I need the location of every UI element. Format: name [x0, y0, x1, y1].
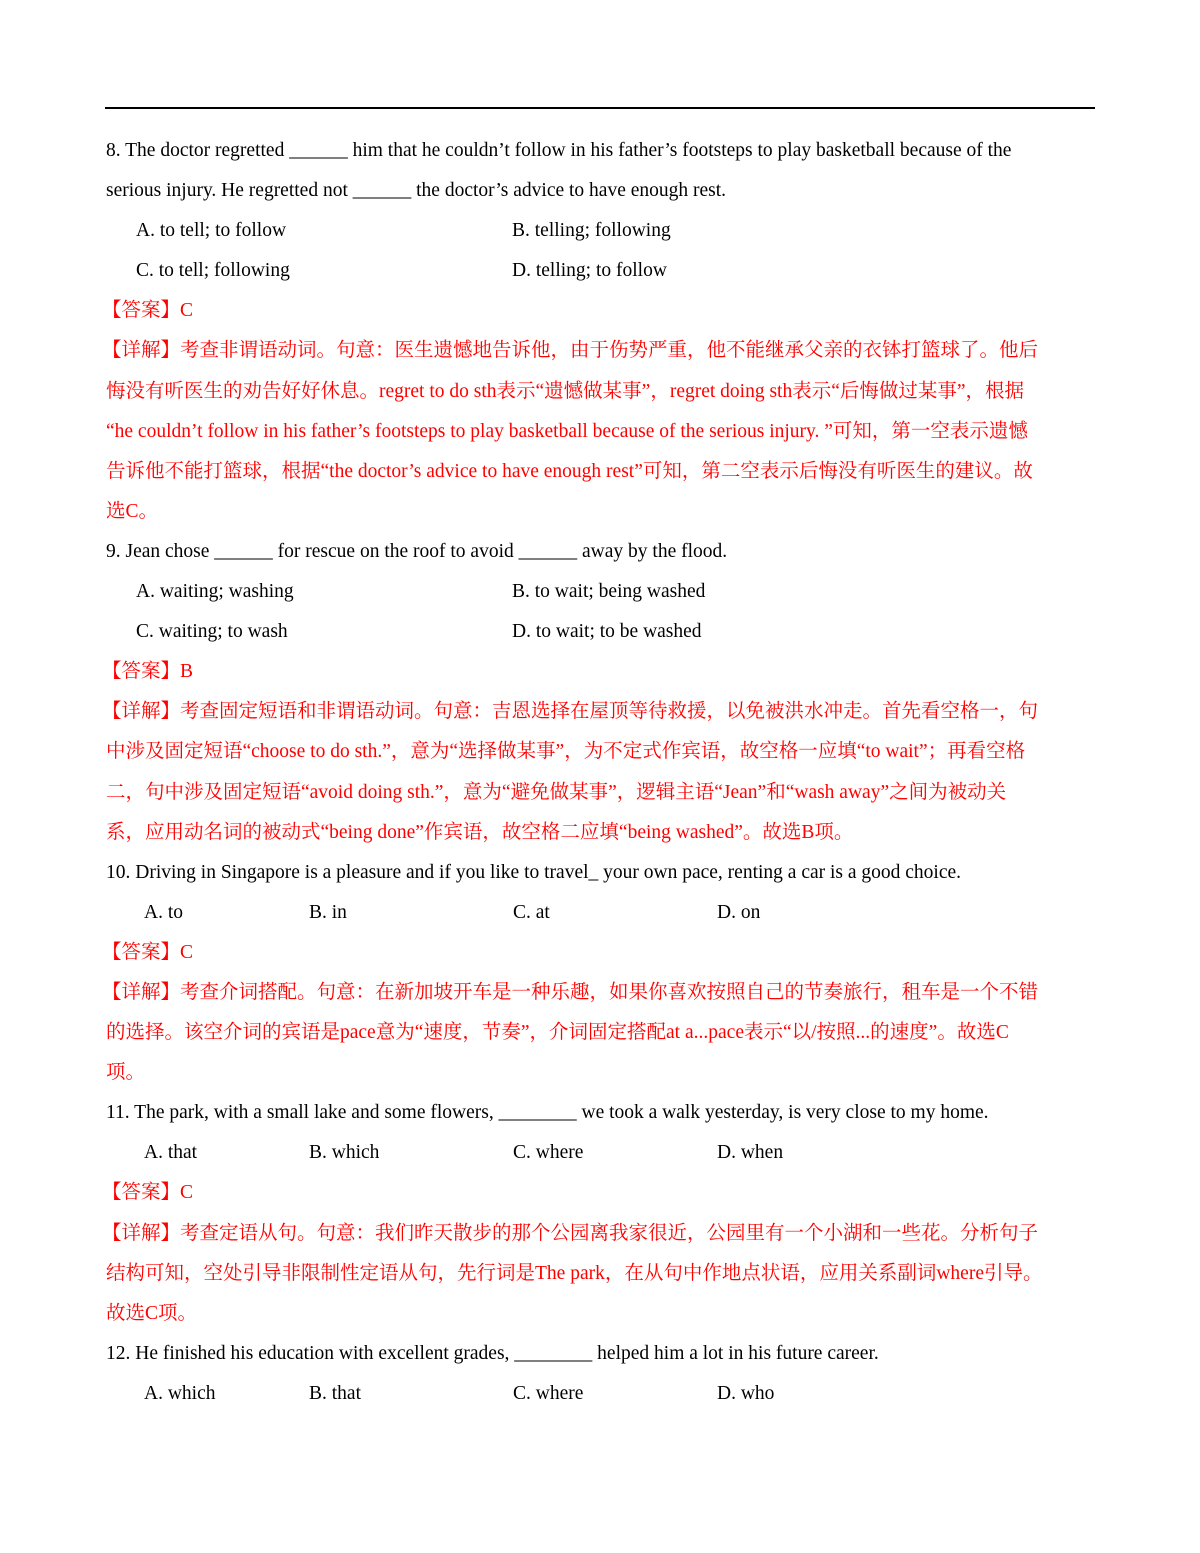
- q12-stem-line-1: 12. He finished his education with excellent grades, ________ helped him a lot in his future career.: [106, 1342, 879, 1364]
- q10-explain-line-1: 【详解】考查介词搭配。句意：在新加坡开车是一种乐趣，如果你喜欢按照自己的节奏旅行，租车是一个不错: [102, 981, 1039, 1003]
- q11-explain-line-2: 结构可知，空处引导非限制性定语从句，先行词是The park，在从句中作地点状语，应用关系副词where引导。: [106, 1262, 1043, 1284]
- q11-explain-line-3: 故选C项。: [106, 1302, 198, 1324]
- q11-option-a: A. that: [144, 1142, 198, 1164]
- q8-option-c: C. to tell; following: [136, 260, 290, 282]
- q12-option-a: A. which: [144, 1382, 216, 1404]
- q12-options-row: [106, 1374, 1096, 1414]
- q12-option-d: D. who: [717, 1382, 775, 1404]
- q9-explain-line-4: 系，应用动名词的被动式“being done”作宾语，故空格二应填“being washed”。故选B项。: [106, 821, 854, 843]
- q10-explain-line-3: 项。: [106, 1062, 146, 1084]
- q8-stem-line-2: serious injury. He regretted not ______ the doctor’s advice to have enough rest.: [106, 180, 727, 202]
- q8-option-b: B. telling; following: [512, 220, 671, 242]
- q8-explain-line-5: 选C。: [106, 500, 159, 522]
- q10-options-row: [106, 893, 1096, 933]
- q9-option-b: B. to wait; being washed: [512, 581, 706, 603]
- q9-explain-line-1: 【详解】考查固定短语和非谓语动词。句意：吉恩选择在屋顶等待救援，以免被洪水冲走。首先看空格一，句: [102, 701, 1039, 723]
- q9-option-d: D. to wait; to be washed: [512, 621, 702, 643]
- q8-stem-line-1: 8. The doctor regretted ______ him that he couldn’t follow in his father’s footsteps to play basketball because of the: [106, 140, 1012, 161]
- q8-options-row-1: [106, 211, 1096, 251]
- header-rule: [105, 107, 1095, 109]
- q8-answer: 【答案】C: [102, 300, 194, 322]
- q9-options-row-2: [106, 612, 1096, 652]
- q8-explain-line-2: 悔没有听医生的劝告好好休息。regret to do sth表示“遗憾做某事”，regret doing sth表示“后悔做过某事”，根据: [106, 380, 1025, 402]
- q8-option-a: A. to tell; to follow: [136, 220, 287, 242]
- q9-answer: 【答案】B: [102, 661, 194, 683]
- q10-option-d: D. on: [717, 901, 761, 923]
- q9-stem-line-1: 9. Jean chose ______ for rescue on the roof to avoid ______ away by the flood.: [106, 540, 728, 562]
- q10-answer: 【答案】C: [102, 941, 194, 963]
- q11-options-row: [106, 1133, 1096, 1173]
- q10-option-c: C. at: [513, 901, 550, 923]
- document-body: [102, 131, 1096, 1414]
- q11-option-c: C. where: [513, 1142, 584, 1164]
- q10-stem-line-1: 10. Driving in Singapore is a pleasure and if you like to travel_ your own pace, renting a car is a good choice.: [106, 861, 962, 883]
- q9-option-c: C. waiting; to wash: [136, 621, 288, 643]
- q11-option-d: D. when: [717, 1142, 784, 1164]
- q9-explain-line-2: 中涉及固定短语“choose to do sth.”，意为“选择做某事”，为不定式作宾语，故空格一应填“to wait”；再看空格: [106, 741, 1026, 763]
- q8-explain-line-4: 告诉他不能打篮球，根据“the doctor’s advice to have enough rest”可知，第二空表示后悔没有听医生的建议。故: [106, 460, 1033, 482]
- q8-explain-line-3: “he couldn’t follow in his father’s footsteps to play basketball because of the serious injury. ”可知，第一空表示遗憾: [106, 420, 1028, 442]
- q8-option-d: D. telling; to follow: [512, 260, 667, 282]
- q9-option-a: A. waiting; washing: [136, 581, 294, 603]
- q11-answer: 【答案】C: [102, 1182, 194, 1204]
- q12-option-b: B. that: [309, 1382, 361, 1404]
- q11-stem-line-1: 11. The park, with a small lake and some flowers, ________ we took a walk yesterday, is very close to my home.: [106, 1102, 989, 1124]
- q10-option-a: A. to: [144, 901, 183, 923]
- q12-option-c: C. where: [513, 1382, 584, 1404]
- q8-options-row-2: [106, 251, 1096, 291]
- q11-explain-line-1: 【详解】考查定语从句。句意：我们昨天散步的那个公园离我家很近，公园里有一个小湖和一些花。分析句子: [102, 1222, 1039, 1244]
- q9-explain-line-3: 二，句中涉及固定短语“avoid doing sth.”，意为“避免做某事”，逻辑主语“Jean”和“wash away”之间为被动关: [106, 781, 1007, 803]
- q9-options-row-1: [106, 572, 1096, 612]
- q10-explain-line-2: 的选择。该空介词的宾语是pace意为“速度，节奏”，介词固定搭配at a...pace表示“以/按照...的速度”。故选C: [106, 1022, 1009, 1044]
- q10-option-b: B. in: [309, 901, 347, 923]
- q8-explain-line-1: 【详解】考查非谓语动词。句意：医生遗憾地告诉他，由于伤势严重，他不能继承父亲的衣钵打篮球了。他后: [102, 340, 1039, 362]
- q11-option-b: B. which: [309, 1142, 380, 1164]
